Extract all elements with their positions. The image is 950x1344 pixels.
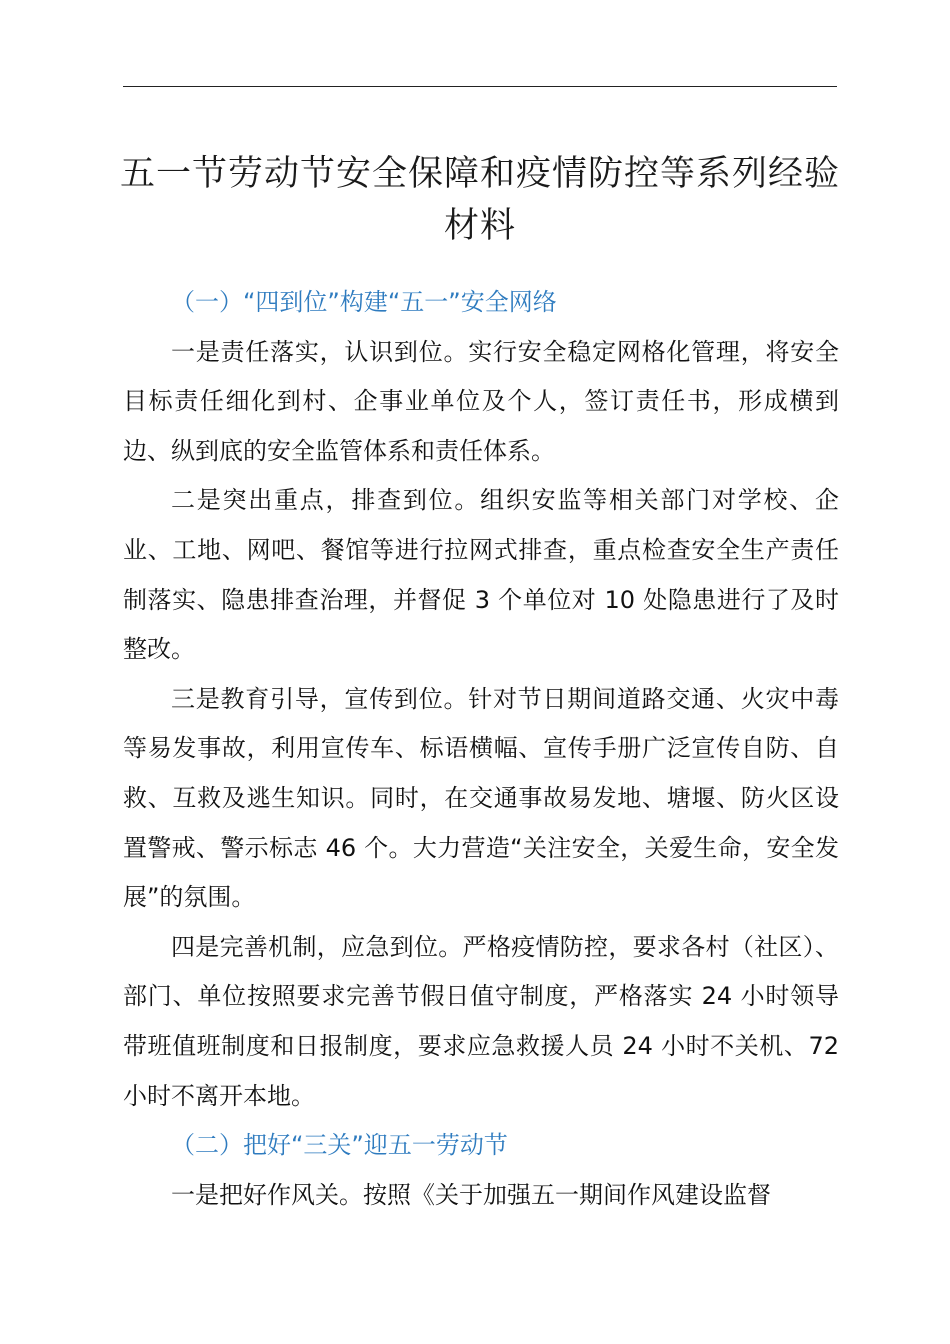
section-heading-2: （二）把好“三关”迎五一劳动节 xyxy=(171,1131,508,1160)
section-heading-1: （一）“四到位”构建“五一”安全网络 xyxy=(171,288,557,316)
document-title: 五一节劳动节安全保障和疫情防控等系列经验材料 xyxy=(119,154,840,246)
header-rule xyxy=(123,86,837,87)
paragraph: 二是突出重点，排查到位。组织安监等相关部门对学校、企业、工地、网吧、餐馆等进行拉网式排查，重点检查安全生产责任制落实、隐患排查治理，并督促 3 个单位对 10 处隐患进行了及时整改。 xyxy=(123,486,839,664)
document-body xyxy=(123,278,839,1220)
paragraph: 三是教育引导，宣传到位。针对节日期间道路交通、火灾中毒等易发事故，利用宣传车、标语横幅、宣传手册广泛宣传自防、自救、互救及逃生知识。同时，在交通事故易发地、塘堰、防火区设置警戒、警示标志 46 个。大力营造“关注安全，关爱生命，安全发展”的氛围。 xyxy=(123,684,839,912)
paragraph: 一是责任落实，认识到位。实行安全稳定网格化管理，将安全目标责任细化到村、企事业单位及个人，签订责任书，形成横到边、纵到底的安全监管体系和责任体系。 xyxy=(123,337,839,465)
paragraph: 一是把好作风关。按照《关于加强五一期间作风建设监督 xyxy=(171,1180,771,1209)
paragraph: 四是完善机制，应急到位。严格疫情防控，要求各村（社区）、部门、单位按照要求完善节假日值守制度，严格落实 24 小时领导带班值班制度和日报制度，要求应急救援人员 24 小时不关机、72 小时不离开本地。 xyxy=(123,932,839,1110)
